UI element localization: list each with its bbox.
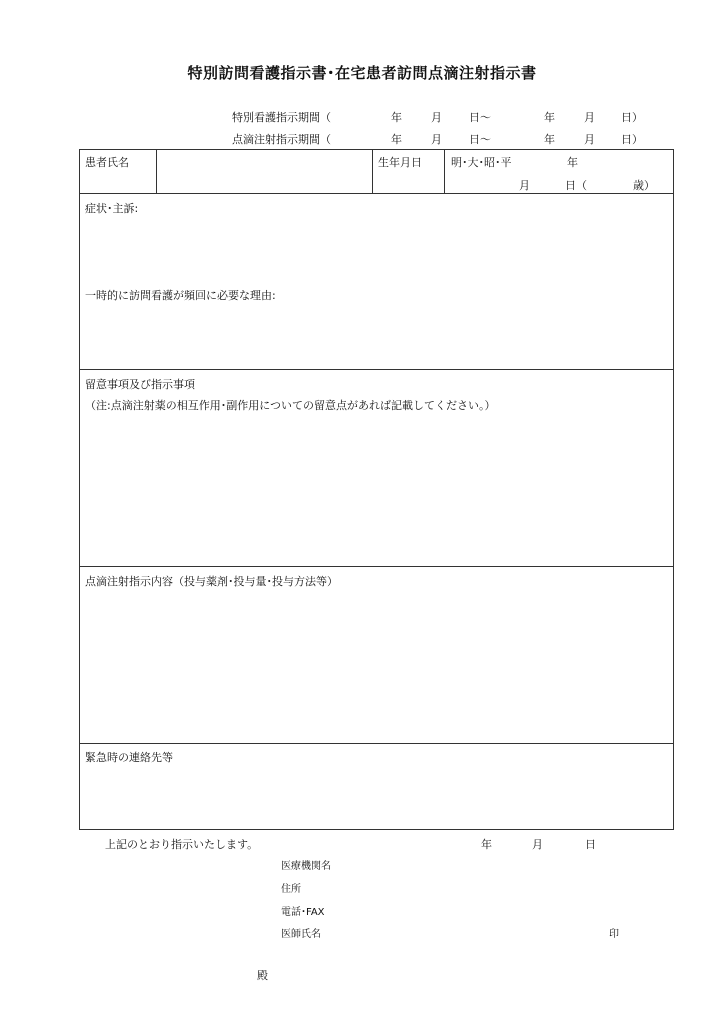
birth-era-options: 明･大･昭･平: [451, 156, 512, 169]
row-divider: [79, 743, 674, 744]
document-title: 特別訪問看護指示書･在宅患者訪問点滴注射指示書: [187, 64, 537, 82]
addressee-suffix: 殿: [257, 969, 268, 982]
signature-year-unit: 年: [481, 838, 492, 851]
period-year-start: 年: [391, 133, 402, 146]
notes-subnote: （注:点滴注射薬の相互作用･副作用についての留意点があれば記載してください。）: [85, 399, 496, 412]
birth-day-unit: 日（: [565, 179, 587, 192]
cell-divider: [444, 149, 445, 193]
reason-field[interactable]: [80, 304, 673, 368]
seal-mark: 印: [609, 929, 619, 940]
period-month-start: 月: [431, 111, 442, 124]
birth-date-label: 生年月日: [378, 156, 422, 169]
instruction-statement: 上記のとおり指示いたします。: [105, 838, 259, 851]
institution-label: 医療機関名: [281, 861, 331, 872]
iv-instructions-label: 点滴注射指示内容（投与薬剤･投与量･投与方法等）: [85, 575, 338, 588]
period-day-end: 日）: [621, 111, 643, 124]
reason-label: 一時的に訪問看護が頻回に必要な理由:: [85, 289, 276, 302]
signature-month-unit: 月: [532, 838, 543, 851]
patient-name-label: 患者氏名: [85, 156, 129, 169]
row-divider: [79, 193, 674, 194]
table-border-right: [673, 149, 674, 830]
period-day-start: 日～: [469, 111, 491, 124]
notes-label: 留意事項及び指示事項: [85, 378, 195, 391]
patient-name-field[interactable]: [157, 150, 372, 193]
period-label: 点滴注射指示期間（: [232, 133, 331, 146]
table-border-bottom: [79, 829, 674, 830]
emergency-contact-field[interactable]: [80, 766, 673, 828]
period-year-start: 年: [391, 111, 402, 124]
emergency-contact-label: 緊急時の連絡先等: [85, 751, 173, 764]
symptoms-label: 症状･主訴:: [85, 202, 139, 215]
period-month-end: 月: [584, 111, 595, 124]
cell-divider: [372, 149, 373, 193]
signature-day-unit: 日: [585, 838, 596, 851]
birth-year-unit: 年: [567, 156, 578, 169]
symptoms-field[interactable]: [80, 216, 673, 282]
period-day-start: 日～: [469, 133, 491, 146]
notes-field[interactable]: [80, 414, 673, 565]
period-year-end: 年: [544, 133, 555, 146]
period-year-end: 年: [544, 111, 555, 124]
doctor-name-label: 医師氏名: [281, 929, 321, 940]
period-day-end: 日）: [621, 133, 643, 146]
period-month-start: 月: [431, 133, 442, 146]
period-month-end: 月: [584, 133, 595, 146]
phone-fax-label: 電話･FAX: [281, 907, 325, 918]
age-unit: 歳）: [633, 179, 655, 192]
row-divider: [79, 566, 674, 567]
iv-instructions-field[interactable]: [80, 590, 673, 742]
birth-month-unit: 月: [519, 179, 530, 192]
period-label: 特別看護指示期間（: [232, 111, 331, 124]
address-label: 住所: [281, 884, 301, 895]
row-divider: [79, 369, 674, 370]
